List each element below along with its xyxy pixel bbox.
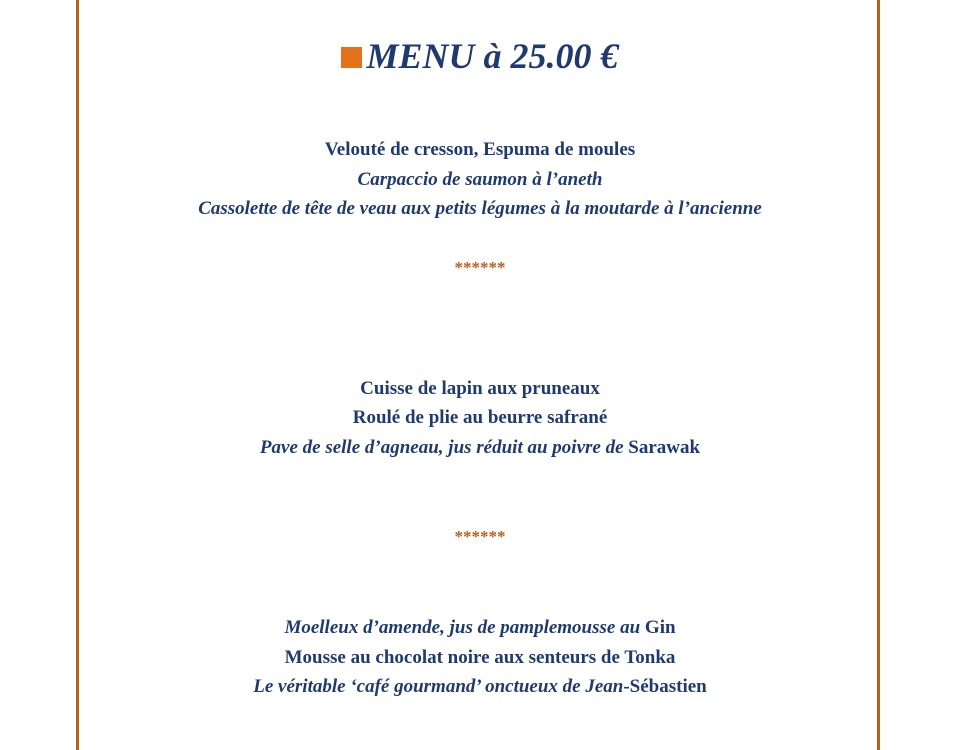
dessert-2: Mousse au chocolat noire aux senteurs de Tonka: [284, 647, 676, 668]
main-3: [0, 436, 960, 460]
square-bullet-icon: [341, 47, 362, 68]
main-2: Roulé de plie au beurre safrané: [352, 407, 608, 428]
separator-1: ******: [454, 258, 506, 277]
dessert-3-upright: -Sébastien: [623, 676, 707, 697]
dessert-1: [0, 616, 960, 640]
starter-1: Velouté de cresson, Espuma de moules: [324, 139, 636, 160]
dessert-1-upright: Gin: [640, 617, 676, 638]
dessert-3: [0, 675, 960, 699]
main-3-upright: Sarawak: [623, 437, 701, 458]
dessert-1-italic: Moelleux d’amende, jus de pamplemousse au: [284, 617, 641, 638]
starter-3: Cassolette de tête de veau aux petits légumes à la moutarde à l’ancienne: [198, 198, 762, 219]
dessert-3-italic: Le véritable ‘café gourmand’ onctueux de Jean: [253, 676, 624, 697]
main-3-italic: Pave de selle d’agneau, jus réduit au poivre de: [259, 437, 624, 458]
main-1: Cuisse de lapin aux pruneaux: [360, 378, 600, 399]
menu-title-text: MENU à 25.00 €: [366, 36, 619, 76]
menu-title: [0, 34, 960, 78]
starter-2: Carpaccio de saumon à l’aneth: [357, 169, 603, 190]
separator-2: ******: [454, 527, 506, 546]
